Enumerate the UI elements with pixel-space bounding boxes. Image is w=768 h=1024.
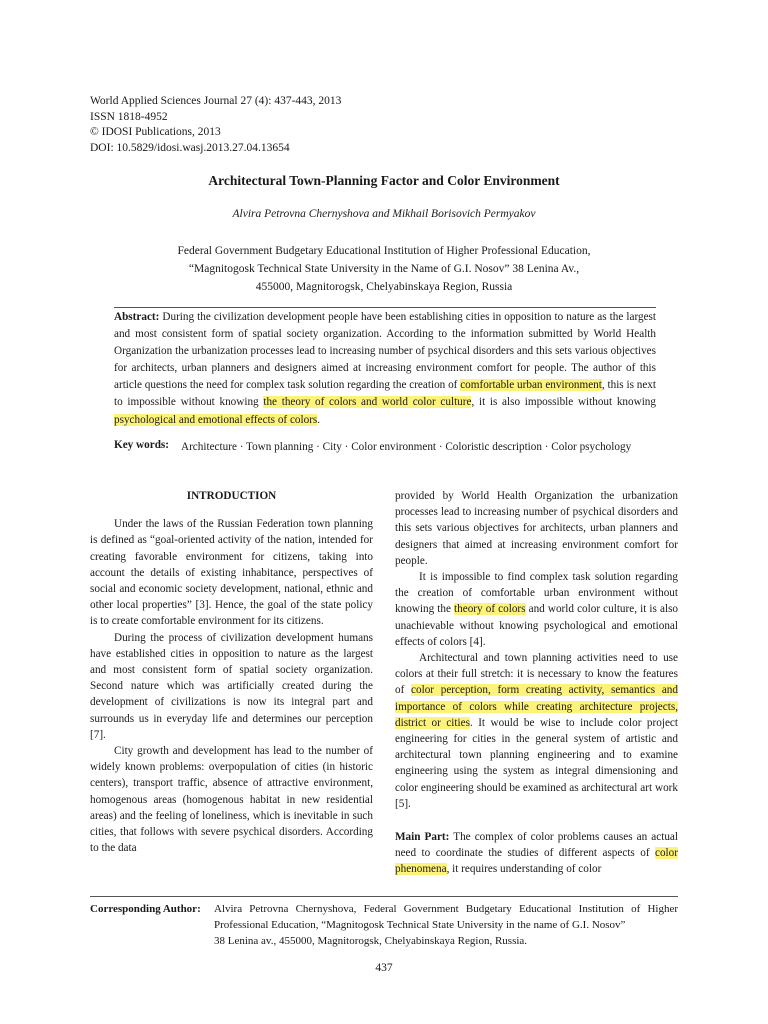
paragraph-gap [395, 812, 678, 829]
abstract-text: During the civilization development people have been establishing cities in opposition to nature as the largest and most consistent form of spatial society organization. According to the information submitted by World Health Organization the urbanization processes lead to increasing number of psychical disorders and this sets various objectives for architects, urban planners and designers aimed at increasing environment comfort for people. The author of this article questions the need for complex task solution regarding the creation of [114, 311, 656, 392]
highlight: color perception, form creating activity, semantics and importance of colors while creating architecture projects, district or cities [395, 684, 678, 729]
keywords-label: Key words: [114, 439, 169, 451]
footnote-rule [90, 896, 678, 897]
section-heading-inline: Main Part: [395, 831, 450, 844]
abstract-text: . [317, 413, 321, 426]
page-number: 437 [375, 962, 393, 974]
paper-authors: Alvira Petrovna Chernyshova and Mikhail Borisovich Permyakov [232, 208, 536, 220]
paragraph [395, 829, 678, 878]
paragraph [395, 569, 678, 650]
keywords-text: Architecture · Town planning · City · Color environment · Coloristic description · Color psychology [181, 441, 632, 453]
highlight: comfortable urban environment [460, 379, 602, 392]
left-column [90, 488, 373, 856]
abstract-top-rule [114, 307, 656, 308]
paragraph: City growth and development has lead to the number of widely known problems: overpopulation of cities (in historic centers), transport traffic, absence of attractive environment, homogenous areas (homogenous habitat in new residential areas) and the feeling of loneliness, which is inevitable in such cities, that follows with severe psychical disorders. According to the data [90, 745, 373, 855]
highlight: color phenomena [395, 847, 678, 876]
section-heading: INTRODUCTION [186, 490, 277, 502]
affiliation-line: 455000, Magnitorogsk, Chelyabinskaya Region, Russia [255, 281, 513, 293]
abstract-text: , it is also impossible without knowing [471, 396, 656, 409]
affiliation-line: “Magnitogosk Technical State University in the Name of G.I. Nosov” 38 Lenina Av., [188, 263, 580, 275]
journal-header [90, 94, 341, 156]
corresponding-text [214, 901, 678, 949]
highlight: theory of colors [454, 603, 526, 616]
paragraph-text: Architectural and town planning activities need to use colors at their full stretch: it is necessary to know the features of [395, 652, 678, 697]
paragraph-text: The complex of color problems causes an actual need to coordinate the studies of different aspects of [395, 831, 678, 860]
paragraph-text: and world color culture, it is also unachievable without knowing psychological and emotional effects of colors [4]. [395, 603, 679, 648]
corresponding-address: 38 Lenina av., 455000, Magnitorogsk, Chelyabinskaya Region, Russia. [214, 935, 528, 947]
highlight: psychological and emotional effects of colors [114, 413, 318, 426]
paragraph: During the process of civilization development humans have established cities in opposition to nature as the largest and most consistent form of spatial society organization. Second nature which was artificially created during the development of civilizations is now its integral part and surrounds us in everyday life and determines our perception [7]. [90, 631, 373, 741]
affiliation-line: Federal Government Budgetary Educational Institution of Higher Professional Education, [177, 245, 591, 257]
paragraph-text: It is impossible to find complex task solution regarding the creation of comfortable urban environment without knowing the [395, 571, 678, 616]
corresponding-affiliation: Alvira Petrovna Chernyshova, Federal Government Budgetary Educational Institution of Higher Professional Education, “Magnitogosk Technical State University in the name of G.I. Nosov” [214, 903, 678, 931]
affiliation [0, 242, 768, 296]
paragraph-text: . It would be wise to include color project engineering for cities in the general system of artistic and architectural town planning engineering and to examine engineering using the system as integral dimensioning and color engineering should be examined as architectural art work [5]. [395, 716, 678, 810]
abstract-label: Abstract: [114, 311, 160, 323]
right-column [395, 488, 678, 878]
doi: DOI: 10.5829/idosi.wasj.2013.27.04.13654 [90, 141, 290, 154]
corresponding-label: Corresponding Author: [90, 903, 201, 915]
journal-citation: World Applied Sciences Journal 27 (4): 437-443, 2013 [90, 95, 342, 107]
publisher: © IDOSI Publications, 2013 [90, 126, 221, 138]
paper-title: Architectural Town-Planning Factor and Color Environment [208, 173, 560, 188]
issn: ISSN 1818-4952 [90, 110, 168, 123]
paragraph-text: , it requires understanding of color [446, 863, 602, 876]
abstract-text: , this is next to impossible without knowing [114, 379, 656, 409]
highlight: the theory of colors and world color culture [263, 396, 472, 409]
paragraph: Under the laws of the Russian Federation town planning is defined as “goal-oriented activity of the nation, intended for creating favorable environment for citizens, taking into account the details of existing inhabitance, perspectives of social and economic society development, national, ethnic and other local properties” [3]. Hence, the goal of the state policy is to create comfortable environment for its citizens. [90, 518, 373, 628]
paragraph [395, 650, 678, 812]
paragraph: provided by World Health Organization the urbanization processes lead to increasing number of psychical disorders and this sets various objectives for architects, urban planners and designers that aimed at increasing environment comfort for people. [395, 490, 678, 567]
abstract [114, 309, 656, 429]
